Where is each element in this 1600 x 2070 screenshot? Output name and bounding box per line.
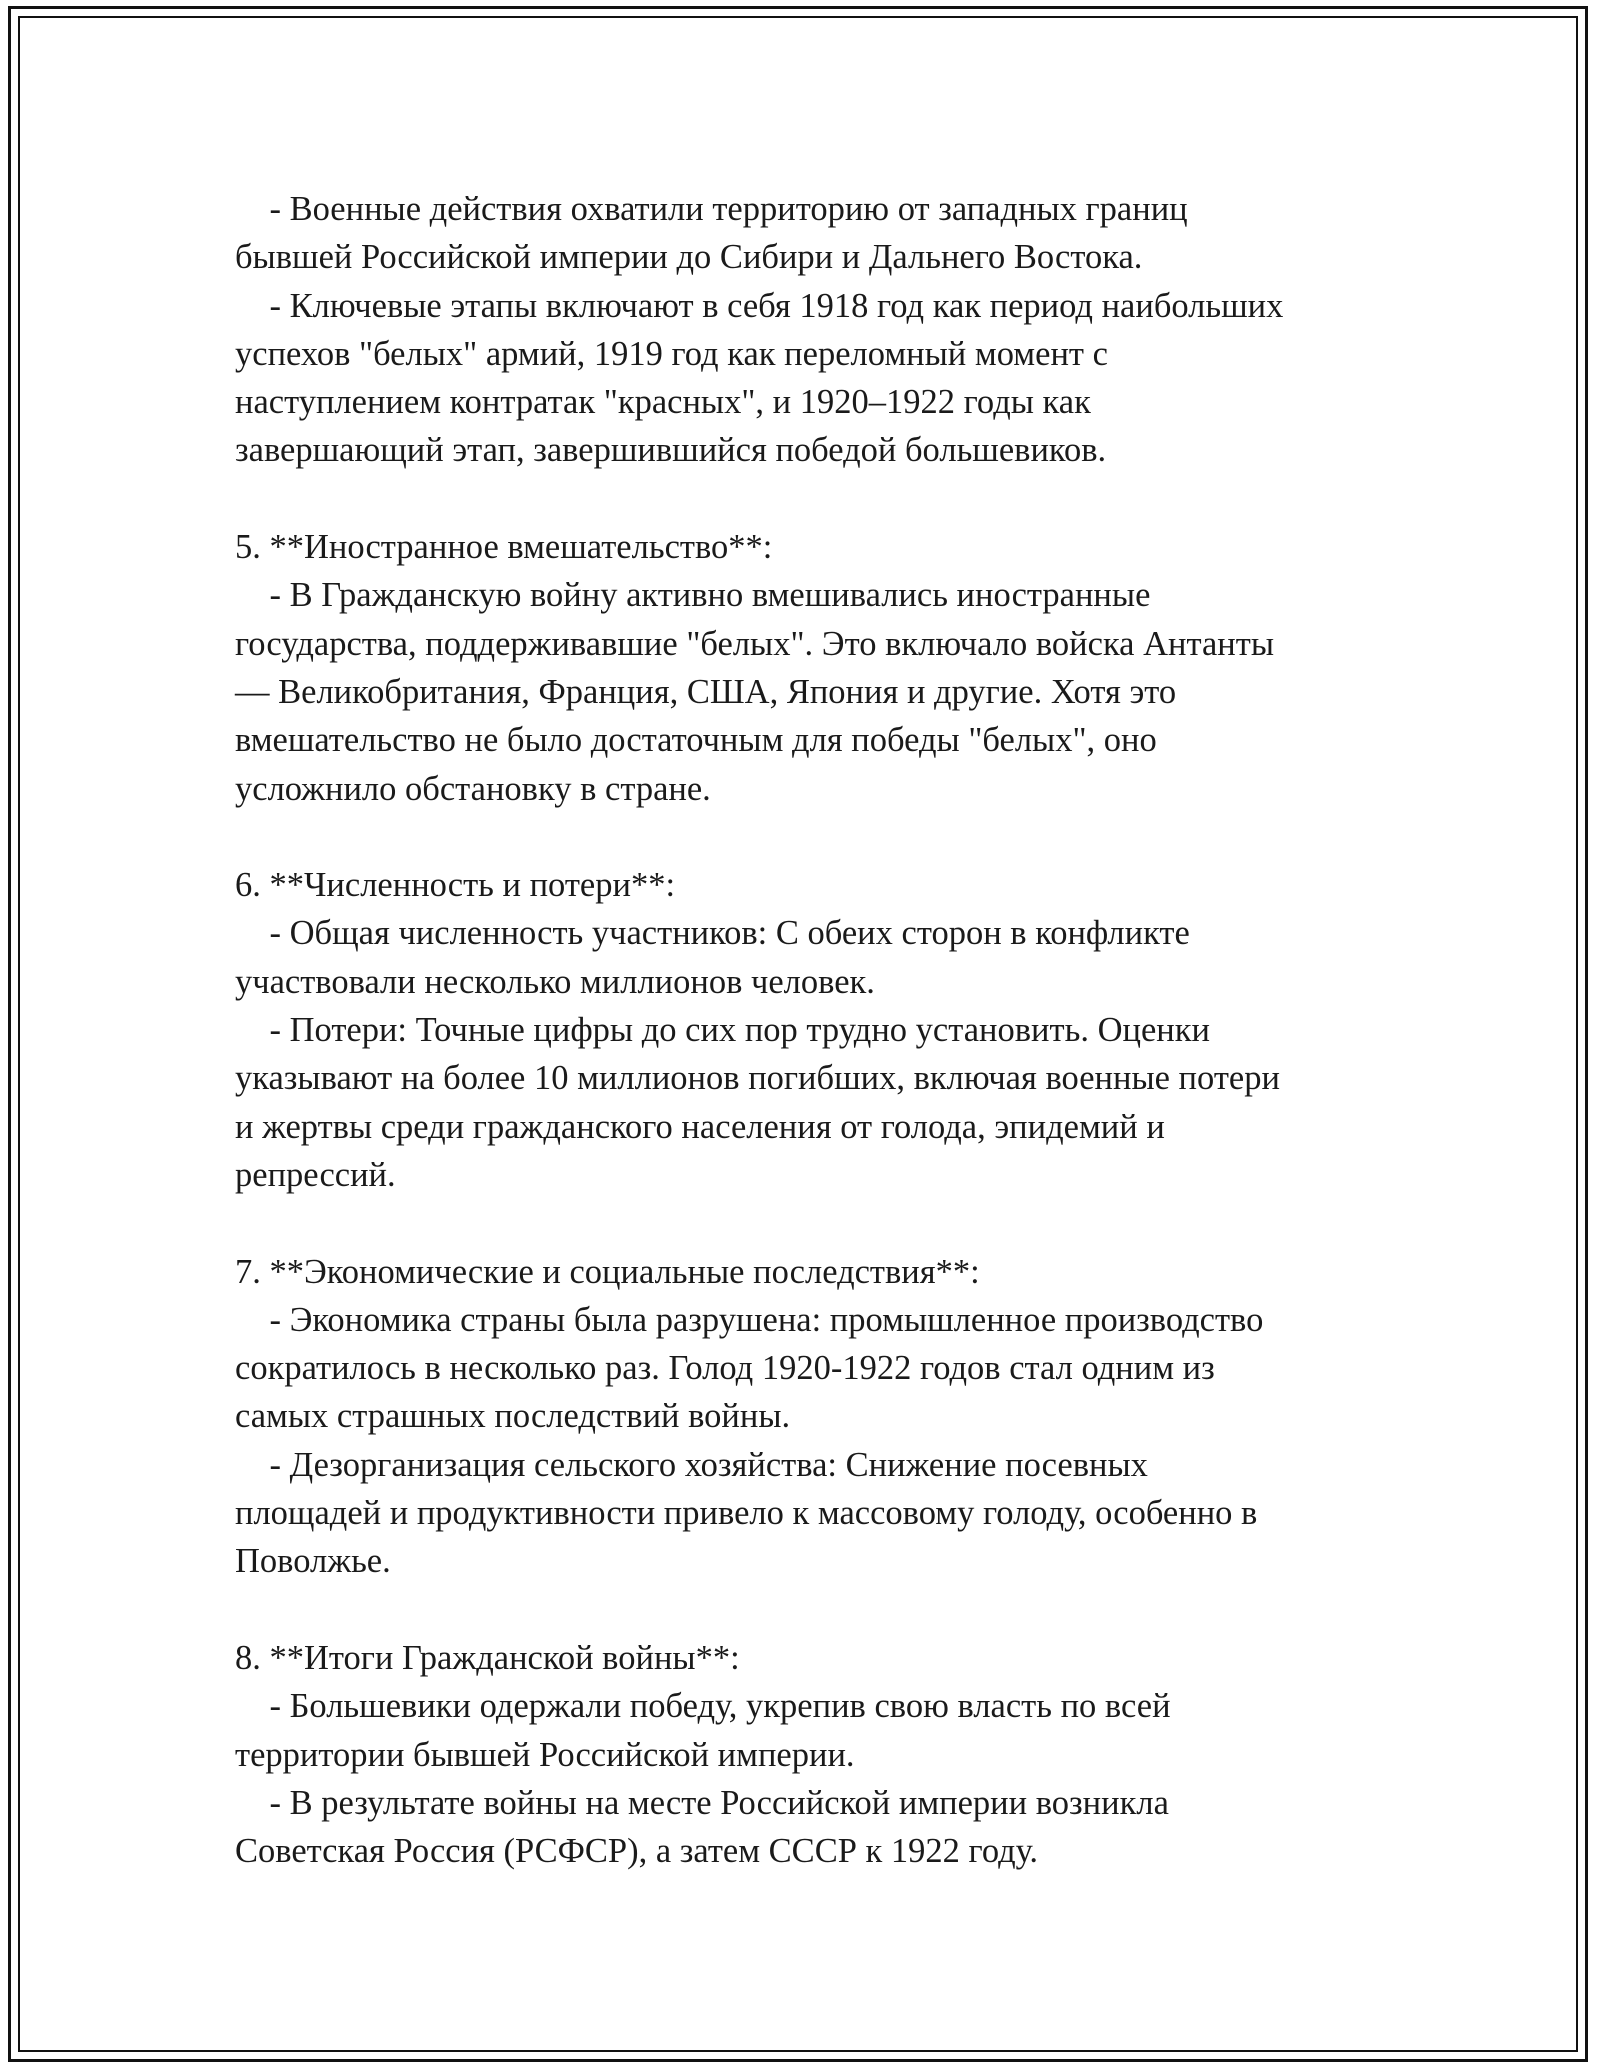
paragraph-spacer bbox=[235, 475, 1415, 523]
paragraph-economy: - Экономика страны была разрушена: промышленное производство сократилось в несколько раз. Голод 1920-1922 годов стал одним из самых страшных последствий войны. bbox=[235, 1300, 1264, 1436]
paragraph-foreign-intervention: - В Гражданскую войну активно вмешивались иностранные государства, поддерживавшие "белых". Это включало войска Антанты — Великобритания, Франция, США, Япония и другие. Хотя это вмешательство не было достаточным для победы "белых", оно усложнило обстановку в стране. bbox=[235, 576, 1275, 808]
paragraph-losses: - Потери: Точные цифры до сих пор трудно установить. Оценки указывают на более 10 миллионов погибших, включая военные потери и жертвы среди гражданского населения от голода, эпидемий и репрессий. bbox=[235, 1011, 1280, 1194]
paragraph-spacer bbox=[235, 813, 1415, 861]
paragraph-spacer bbox=[235, 1199, 1415, 1247]
paragraph-participants: - Общая численность участников: С обеих сторон в конфликте участвовали несколько миллионов человек. bbox=[235, 914, 1190, 1001]
paragraph-agriculture: - Дезорганизация сельского хозяйства: Снижение посевных площадей и продуктивности привело к массовому голоду, особенно в Поволжье. bbox=[235, 1445, 1258, 1581]
section-heading-numbers-losses: 6. **Численность и потери**: bbox=[235, 866, 676, 905]
document-body bbox=[235, 185, 1415, 1875]
paragraph-bolshevik-victory: - Большевики одержали победу, укрепив свою власть по всей территории бывшей Российской империи. bbox=[235, 1687, 1171, 1774]
section-heading-results: 8. **Итоги Гражданской войны**: bbox=[235, 1638, 740, 1677]
section-heading-consequences: 7. **Экономические и социальные последствия**: bbox=[235, 1252, 980, 1291]
paragraph-military-actions: - Военные действия охватили территорию от западных границ бывшей Российской империи до Сибири и Дальнего Востока. bbox=[235, 190, 1188, 277]
paragraph-spacer bbox=[235, 1586, 1415, 1634]
paragraph-key-stages: - Ключевые этапы включают в себя 1918 год как период наибольших успехов "белых" армий, 1919 год как переломный момент с наступлением контратак "красных", и 1920–1922 годы как завершающий этап, завершившийся победой большевиков. bbox=[235, 286, 1284, 470]
section-heading-foreign-intervention: 5. **Иностранное вмешательство**: bbox=[235, 528, 773, 567]
paragraph-ussr-formation: - В результате войны на месте Российской империи возникла Советская Россия (РСФСР), а затем СССР к 1922 году. bbox=[235, 1783, 1169, 1871]
